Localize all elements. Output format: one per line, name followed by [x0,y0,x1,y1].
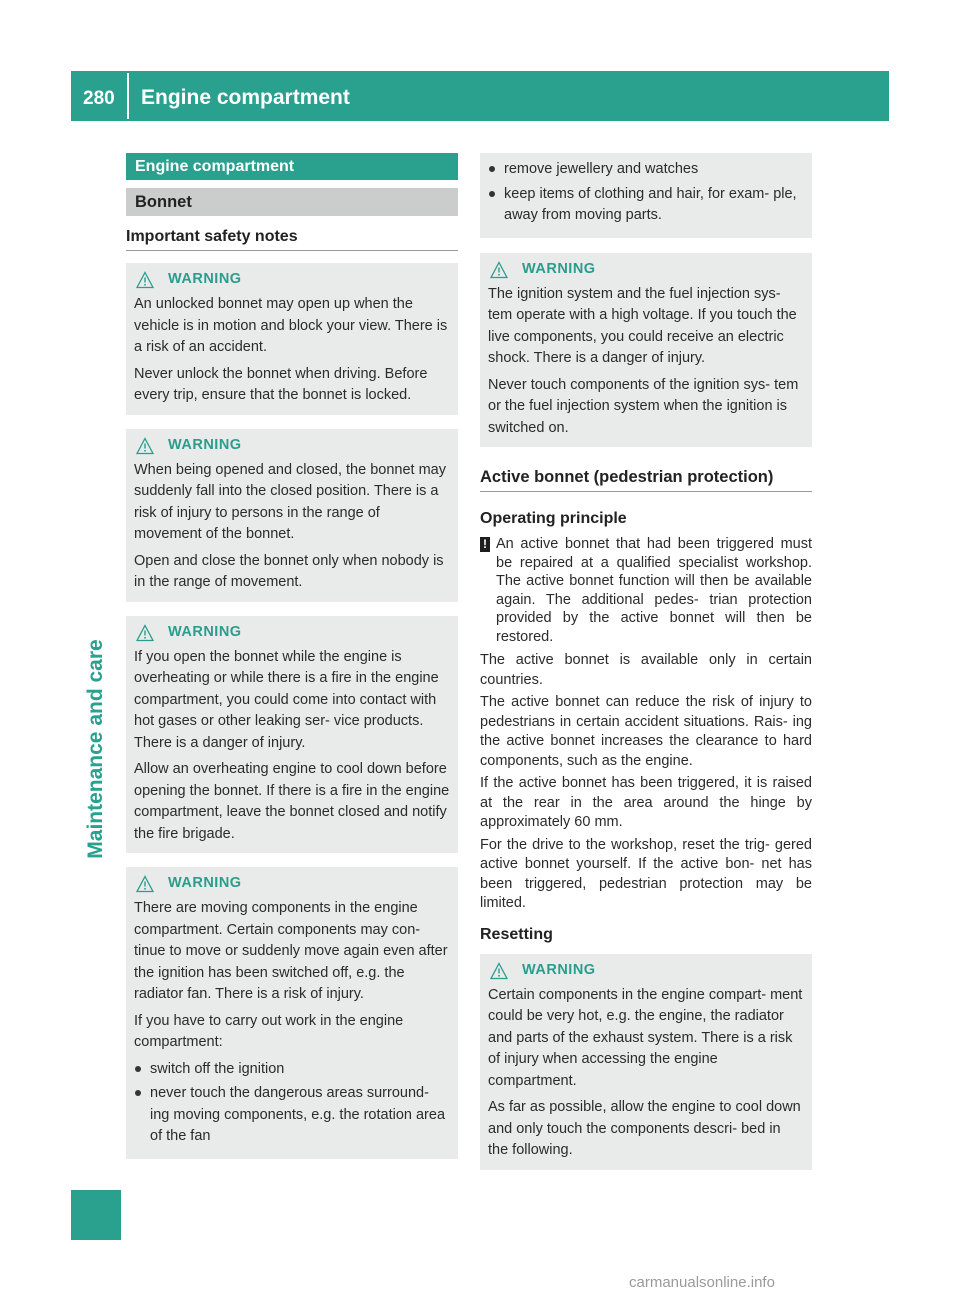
warning-triangle-icon [136,875,154,893]
right-column [480,153,812,1170]
warning-triangle-icon [490,261,508,279]
warning-box [126,867,458,1159]
list-item: never touch the dangerous areas surround- ing moving components, e.g. the rotation area of the fan [134,1083,450,1148]
warning-header [134,269,450,291]
subsection-title: Bonnet [126,188,458,216]
warning-text: Open and close the bonnet only when nobody is in the range of movement. [134,552,444,590]
warning-text: Never touch components of the ignition sys- tem or the fuel injection system when the ignition is switched on. [488,376,799,436]
warning-triangle-icon [136,437,154,455]
exclamation-icon: ! [480,537,490,552]
list-item: keep items of clothing and hair, for exam- ple, away from moving parts. [488,184,804,227]
paragraph: If the active bonnet has been triggered, it is raised at the rear in the area around the hinge by approximately 60 mm. [480,775,812,830]
warning-text: When being opened and closed, the bonnet may suddenly fall into the closed position. There is a risk of injury to persons in the range of movement of the bonnet. [134,461,446,542]
section-title: Engine compartment [126,153,458,180]
warning-box [480,253,812,448]
heading-resetting: Resetting [480,925,553,943]
warning-header [134,435,450,457]
warning-text: Allow an overheating engine to cool down before opening the bonnet. If there is a fire in the engine compartment, leave the bonnet closed and notify the fire brigade. [134,761,450,842]
paragraph: The active bonnet is available only in certain countries. [480,652,812,688]
notice [480,535,812,646]
warning-text: An unlocked bonnet may open up when the vehicle is in motion and block your view. There is a risk of an accident. [134,296,448,355]
warning-text: If you open the bonnet while the engine is overheating or while there is a fire in the engine compartment, you could come into contact with hot gases or other leaking ser- vice products. There is a danger of injury. [134,648,439,751]
warning-box-continued [480,153,812,238]
warning-box [480,954,812,1170]
warning-label: WARNING [168,271,242,288]
warning-header [488,259,804,281]
header-divider [127,73,129,119]
page-title: Engine compartment [141,86,350,109]
warning-label: WARNING [168,875,242,892]
paragraph: The active bonnet can reduce the risk of injury to pedestrians in certain accident situations. Rais- ing the active bonnet increases the clearance to hard components, such as the engine. [480,694,812,769]
warning-text: Certain components in the engine compart- ment could be very hot, e.g. the engine, the radiator and parts of the exhaust system. There is a risk of injury when accessing the engine compartment. [488,986,803,1089]
warning-triangle-icon [136,271,154,289]
warning-text: The ignition system and the fuel injection sys- tem operate with a high voltage. If you touch the live components, you could receive an electric shock. There is a danger of injury. [488,285,797,366]
warning-triangle-icon [490,962,508,980]
warning-box [126,429,458,602]
warning-label: WARNING [168,623,242,640]
body-text [480,651,812,914]
notice-text: An active bonnet that had been triggered must be repaired at a qualified specialist workshop. The active bonnet function will then be available again. The additional pedes- trian protection provided by the active bonnet will then be restored. [496,536,812,645]
list-item: switch off the ignition [134,1059,450,1081]
warning-triangle-icon [136,624,154,642]
warning-label: WARNING [168,436,242,453]
heading-operating-principle: Operating principle [480,510,627,527]
chapter-tab-label: Maintenance and care [84,639,107,859]
warning-label: WARNING [522,961,596,978]
warning-text: As far as possible, allow the engine to cool down and only touch the components descri- bed in the following. [488,1099,801,1158]
watermark: carmanualsonline.info [629,1274,775,1291]
list-item: remove jewellery and watches [488,159,804,181]
paragraph: For the drive to the workshop, reset the trig- gered active bonnet yourself. If the active bon- net has been triggered, pedestrian protection may be limited. [480,836,812,911]
left-column [126,153,458,1159]
warning-label: WARNING [522,260,596,277]
chapter-tab-marker [71,1190,121,1240]
warning-box [126,263,458,415]
heading-active-bonnet: Active bonnet (pedestrian protection) [480,468,812,492]
heading-safety-notes: Important safety notes [126,228,458,251]
warning-header [134,873,450,895]
warning-text: If you have to carry out work in the engine compartment: [134,1012,404,1050]
warning-box [126,616,458,854]
warning-text: There are moving components in the engine compartment. Certain components may con- tinue to move or suddenly move again even after the ignition has been switched off, e.g. the radiator fan. There is a risk of injury. [134,900,448,1002]
page-number: 280 [83,88,115,109]
warning-header [488,960,804,982]
warning-text: Never unlock the bonnet when driving. Before every trip, ensure that the bonnet is locked. [134,365,428,403]
warning-header [134,622,450,644]
